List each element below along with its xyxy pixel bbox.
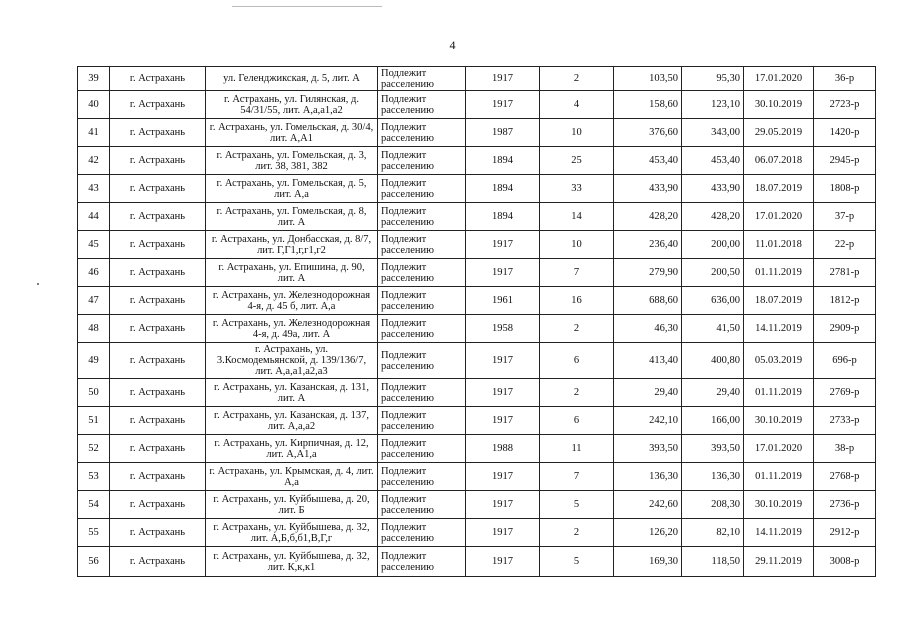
resettlement-table <box>77 66 876 577</box>
row-status: Подлежит расселению <box>378 147 466 175</box>
row-decision-number: 2945-р <box>814 147 876 175</box>
row-status: Подлежит расселению <box>378 379 466 407</box>
row-decision-date: 11.01.2018 <box>744 231 814 259</box>
row-number: 55 <box>78 519 110 547</box>
table-row <box>78 519 876 547</box>
table-row <box>78 315 876 343</box>
row-address: г. Астрахань, ул. Куйбышева, д. 32, лит. К,к,к1 <box>206 547 378 577</box>
row-decision-date: 17.01.2020 <box>744 435 814 463</box>
row-decision-number: 1420-р <box>814 119 876 147</box>
row-city: г. Астрахань <box>110 547 206 577</box>
row-city: г. Астрахань <box>110 491 206 519</box>
row-decision-number: 696-р <box>814 343 876 379</box>
row-living-area: 636,00 <box>682 287 744 315</box>
row-living-area: 208,30 <box>682 491 744 519</box>
row-year: 1988 <box>466 435 540 463</box>
row-living-area: 200,50 <box>682 259 744 287</box>
scan-speck <box>37 283 39 285</box>
row-number: 42 <box>78 147 110 175</box>
table-row <box>78 119 876 147</box>
row-address: ул. Геленджикская, д. 5, лит. А <box>206 67 378 91</box>
row-residents: 33 <box>540 175 614 203</box>
row-total-area: 242,60 <box>614 491 682 519</box>
row-status: Подлежит расселению <box>378 547 466 577</box>
table-row <box>78 259 876 287</box>
row-total-area: 428,20 <box>614 203 682 231</box>
row-residents: 10 <box>540 231 614 259</box>
row-city: г. Астрахань <box>110 379 206 407</box>
row-decision-number: 36-р <box>814 67 876 91</box>
table-row <box>78 435 876 463</box>
row-number: 54 <box>78 491 110 519</box>
header-rule <box>232 6 382 7</box>
row-year: 1894 <box>466 203 540 231</box>
row-total-area: 136,30 <box>614 463 682 491</box>
row-year: 1917 <box>466 343 540 379</box>
row-year: 1917 <box>466 67 540 91</box>
row-decision-number: 2781-р <box>814 259 876 287</box>
row-address: г. Астрахань, ул. Гомельская, д. 3, лит. 38, 381, 382 <box>206 147 378 175</box>
row-decision-number: 37-р <box>814 203 876 231</box>
row-residents: 4 <box>540 91 614 119</box>
row-decision-date: 18.07.2019 <box>744 175 814 203</box>
row-living-area: 400,80 <box>682 343 744 379</box>
row-status: Подлежит расселению <box>378 91 466 119</box>
table-row <box>78 175 876 203</box>
row-number: 51 <box>78 407 110 435</box>
row-decision-number: 2912-р <box>814 519 876 547</box>
table-row <box>78 343 876 379</box>
row-residents: 25 <box>540 147 614 175</box>
row-residents: 16 <box>540 287 614 315</box>
row-city: г. Астрахань <box>110 67 206 91</box>
table-row <box>78 231 876 259</box>
row-residents: 7 <box>540 259 614 287</box>
row-year: 1917 <box>466 463 540 491</box>
row-residents: 2 <box>540 67 614 91</box>
row-living-area: 123,10 <box>682 91 744 119</box>
row-number: 48 <box>78 315 110 343</box>
row-decision-date: 29.05.2019 <box>744 119 814 147</box>
row-living-area: 428,20 <box>682 203 744 231</box>
row-decision-date: 30.10.2019 <box>744 91 814 119</box>
row-decision-number: 2723-р <box>814 91 876 119</box>
row-residents: 11 <box>540 435 614 463</box>
row-living-area: 95,30 <box>682 67 744 91</box>
row-residents: 2 <box>540 315 614 343</box>
row-city: г. Астрахань <box>110 463 206 491</box>
row-decision-number: 2769-р <box>814 379 876 407</box>
row-living-area: 200,00 <box>682 231 744 259</box>
table-row <box>78 147 876 175</box>
row-status: Подлежит расселению <box>378 343 466 379</box>
row-year: 1917 <box>466 379 540 407</box>
row-decision-number: 22-р <box>814 231 876 259</box>
row-decision-date: 14.11.2019 <box>744 519 814 547</box>
row-total-area: 103,50 <box>614 67 682 91</box>
row-status: Подлежит расселению <box>378 519 466 547</box>
row-address: г. Астрахань, ул. Казанская, д. 137, лит. А,а,а2 <box>206 407 378 435</box>
row-address: г. Астрахань, ул. Кирпичная, д. 12, лит. А,А1,а <box>206 435 378 463</box>
row-decision-date: 18.07.2019 <box>744 287 814 315</box>
row-address: г. Астрахань, ул. Куйбышева, д. 20, лит. Б <box>206 491 378 519</box>
row-total-area: 688,60 <box>614 287 682 315</box>
row-decision-number: 1808-р <box>814 175 876 203</box>
table-row <box>78 463 876 491</box>
row-status: Подлежит расселению <box>378 435 466 463</box>
row-residents: 10 <box>540 119 614 147</box>
table-row <box>78 91 876 119</box>
row-status: Подлежит расселению <box>378 463 466 491</box>
row-address: г. Астрахань, ул. Железнодорожная 4-я, д. 45 б, лит. А,а <box>206 287 378 315</box>
row-number: 53 <box>78 463 110 491</box>
table-body <box>78 67 876 577</box>
row-number: 45 <box>78 231 110 259</box>
row-year: 1917 <box>466 547 540 577</box>
row-city: г. Астрахань <box>110 91 206 119</box>
row-address: г. Астрахань, ул. Гомельская, д. 5, лит. А,а <box>206 175 378 203</box>
row-number: 56 <box>78 547 110 577</box>
row-year: 1917 <box>466 519 540 547</box>
row-total-area: 126,20 <box>614 519 682 547</box>
row-year: 1917 <box>466 407 540 435</box>
row-living-area: 393,50 <box>682 435 744 463</box>
row-city: г. Астрахань <box>110 175 206 203</box>
table-row <box>78 547 876 577</box>
row-total-area: 29,40 <box>614 379 682 407</box>
row-residents: 5 <box>540 491 614 519</box>
table-row <box>78 491 876 519</box>
row-living-area: 136,30 <box>682 463 744 491</box>
row-city: г. Астрахань <box>110 287 206 315</box>
row-decision-number: 2736-р <box>814 491 876 519</box>
row-year: 1917 <box>466 91 540 119</box>
row-year: 1917 <box>466 259 540 287</box>
table-row <box>78 67 876 91</box>
row-decision-date: 14.11.2019 <box>744 315 814 343</box>
row-decision-date: 01.11.2019 <box>744 463 814 491</box>
row-decision-number: 1812-р <box>814 287 876 315</box>
row-decision-number: 38-р <box>814 435 876 463</box>
row-total-area: 393,50 <box>614 435 682 463</box>
row-total-area: 453,40 <box>614 147 682 175</box>
row-decision-date: 01.11.2019 <box>744 379 814 407</box>
row-number: 50 <box>78 379 110 407</box>
row-total-area: 169,30 <box>614 547 682 577</box>
row-year: 1961 <box>466 287 540 315</box>
row-number: 40 <box>78 91 110 119</box>
row-living-area: 118,50 <box>682 547 744 577</box>
row-city: г. Астрахань <box>110 315 206 343</box>
row-living-area: 41,50 <box>682 315 744 343</box>
row-total-area: 376,60 <box>614 119 682 147</box>
row-address: г. Астрахань, ул. Гомельская, д. 8, лит. А <box>206 203 378 231</box>
row-year: 1917 <box>466 491 540 519</box>
row-address: г. Астрахань, ул. Епишина, д. 90, лит. А <box>206 259 378 287</box>
row-city: г. Астрахань <box>110 407 206 435</box>
row-number: 47 <box>78 287 110 315</box>
row-number: 49 <box>78 343 110 379</box>
row-total-area: 46,30 <box>614 315 682 343</box>
row-address: г. Астрахань, ул. Куйбышева, д. 32, лит. А,Б,б,б1,В,Г,г <box>206 519 378 547</box>
row-status: Подлежит расселению <box>378 407 466 435</box>
row-residents: 5 <box>540 547 614 577</box>
row-living-area: 82,10 <box>682 519 744 547</box>
row-address: г. Астрахань, ул. Железнодорожная 4-я, д. 49а, лит. А <box>206 315 378 343</box>
row-total-area: 236,40 <box>614 231 682 259</box>
row-status: Подлежит расселению <box>378 67 466 91</box>
row-residents: 6 <box>540 407 614 435</box>
row-city: г. Астрахань <box>110 231 206 259</box>
row-residents: 7 <box>540 463 614 491</box>
row-status: Подлежит расселению <box>378 287 466 315</box>
table-row <box>78 407 876 435</box>
row-city: г. Астрахань <box>110 519 206 547</box>
row-total-area: 433,90 <box>614 175 682 203</box>
row-address: г. Астрахань, ул. Гомельская, д. 30/4, лит. А,А1 <box>206 119 378 147</box>
row-residents: 14 <box>540 203 614 231</box>
row-total-area: 413,40 <box>614 343 682 379</box>
row-number: 41 <box>78 119 110 147</box>
row-number: 39 <box>78 67 110 91</box>
row-city: г. Астрахань <box>110 343 206 379</box>
row-decision-date: 17.01.2020 <box>744 67 814 91</box>
row-residents: 2 <box>540 379 614 407</box>
row-city: г. Астрахань <box>110 259 206 287</box>
row-year: 1917 <box>466 231 540 259</box>
row-status: Подлежит расселению <box>378 259 466 287</box>
row-decision-date: 01.11.2019 <box>744 259 814 287</box>
row-decision-date: 17.01.2020 <box>744 203 814 231</box>
row-status: Подлежит расселению <box>378 491 466 519</box>
row-living-area: 29,40 <box>682 379 744 407</box>
row-address: г. Астрахань, ул. Крымская, д. 4, лит. А,а <box>206 463 378 491</box>
row-living-area: 433,90 <box>682 175 744 203</box>
row-year: 1987 <box>466 119 540 147</box>
row-decision-number: 2768-р <box>814 463 876 491</box>
table-row <box>78 379 876 407</box>
row-status: Подлежит расселению <box>378 119 466 147</box>
row-decision-number: 2909-р <box>814 315 876 343</box>
row-residents: 6 <box>540 343 614 379</box>
row-year: 1894 <box>466 175 540 203</box>
row-year: 1958 <box>466 315 540 343</box>
row-year: 1894 <box>466 147 540 175</box>
row-address: г. Астрахань, ул. 3.Космодемьянской, д. 139/136/7, лит. А,а,а1,а2,а3 <box>206 343 378 379</box>
row-address: г. Астрахань, ул. Казанская, д. 131, лит. А <box>206 379 378 407</box>
table-row <box>78 203 876 231</box>
row-city: г. Астрахань <box>110 203 206 231</box>
row-status: Подлежит расселению <box>378 315 466 343</box>
row-decision-date: 30.10.2019 <box>744 491 814 519</box>
row-decision-number: 2733-р <box>814 407 876 435</box>
row-total-area: 279,90 <box>614 259 682 287</box>
row-number: 44 <box>78 203 110 231</box>
row-decision-date: 30.10.2019 <box>744 407 814 435</box>
page-number: 4 <box>449 38 456 52</box>
row-decision-date: 05.03.2019 <box>744 343 814 379</box>
row-city: г. Астрахань <box>110 147 206 175</box>
row-address: г. Астрахань, ул. Гилянская, д. 54/31/55, лит. А,а,а1,а2 <box>206 91 378 119</box>
row-city: г. Астрахань <box>110 435 206 463</box>
row-status: Подлежит расселению <box>378 203 466 231</box>
row-number: 43 <box>78 175 110 203</box>
row-total-area: 242,10 <box>614 407 682 435</box>
row-decision-date: 29.11.2019 <box>744 547 814 577</box>
row-total-area: 158,60 <box>614 91 682 119</box>
row-residents: 2 <box>540 519 614 547</box>
row-decision-number: 3008-р <box>814 547 876 577</box>
row-address: г. Астрахань, ул. Донбасская, д. 8/7, лит. Г,Г1,г,г1,г2 <box>206 231 378 259</box>
row-status: Подлежит расселению <box>378 231 466 259</box>
table-row <box>78 287 876 315</box>
row-number: 52 <box>78 435 110 463</box>
row-status: Подлежит расселению <box>378 175 466 203</box>
row-living-area: 166,00 <box>682 407 744 435</box>
row-living-area: 453,40 <box>682 147 744 175</box>
row-living-area: 343,00 <box>682 119 744 147</box>
row-number: 46 <box>78 259 110 287</box>
row-city: г. Астрахань <box>110 119 206 147</box>
row-decision-date: 06.07.2018 <box>744 147 814 175</box>
